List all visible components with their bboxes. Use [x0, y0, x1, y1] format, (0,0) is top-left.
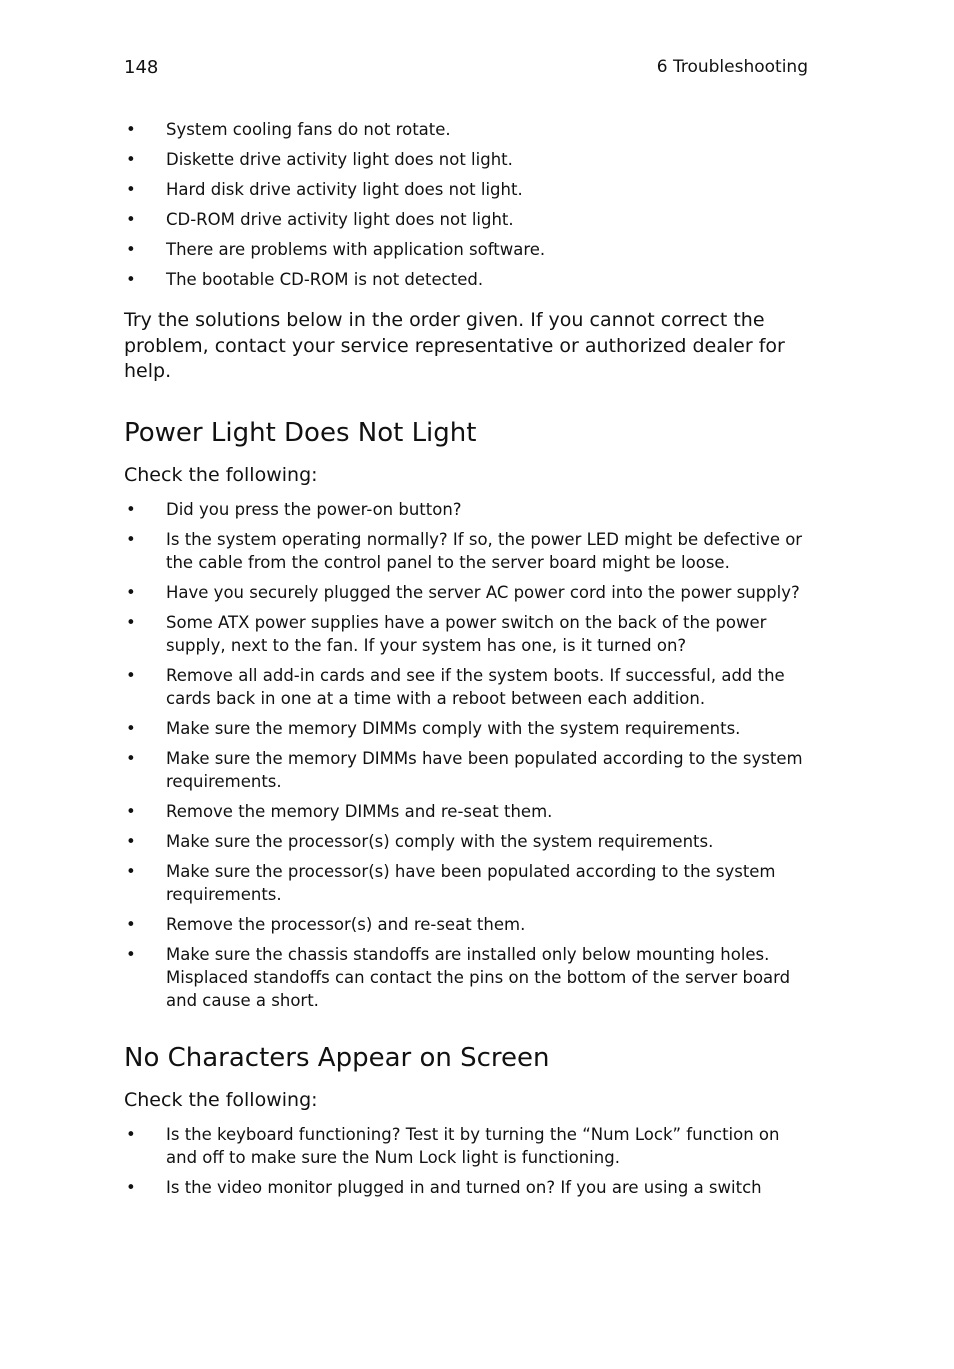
bullet-glyph: • — [126, 665, 136, 685]
list-item: • Have you securely plugged the server AC power cord into the power supply? — [126, 582, 800, 602]
list-item: • Remove all add-in cards and see if the system boots. If successful, add the cards back in one at a time with a reboot between each addition. — [126, 665, 785, 708]
bullet-glyph: • — [126, 210, 136, 229]
list-item: • Did you press the power-on button? — [126, 499, 462, 519]
bullet-glyph: • — [126, 180, 136, 199]
list-item: • Diskette drive activity light does not light. — [126, 150, 513, 169]
bullet-glyph: • — [126, 270, 136, 289]
bullet-glyph: • — [126, 801, 136, 821]
intro-bullet-list — [124, 118, 810, 291]
chapter-title: 6 Troubleshooting — [656, 57, 808, 77]
bullet-glyph: • — [126, 944, 136, 964]
list-item: • The bootable CD-ROM is not detected. — [126, 270, 484, 289]
section-heading-power-light: Power Light Does Not Light — [124, 417, 477, 448]
list-item: • System cooling fans do not rotate. — [126, 120, 451, 139]
page-content — [124, 118, 810, 1206]
list-item: • CD-ROM drive activity light does not light. — [126, 210, 514, 229]
bullet-glyph: • — [126, 1124, 136, 1144]
bullet-glyph: • — [126, 150, 136, 169]
power-light-bullet-list — [124, 498, 810, 1012]
list-item: • Is the keyboard functioning? Test it by turning the “Num Lock” function on and off to make sure the Num Lock light is functioning. — [126, 1124, 780, 1167]
section-heading-no-characters: No Characters Appear on Screen — [124, 1042, 550, 1073]
bullet-glyph: • — [126, 120, 136, 139]
bullet-glyph: • — [126, 529, 136, 549]
page-number: 148 — [124, 57, 159, 78]
no-characters-bullet-list — [124, 1123, 810, 1199]
list-item: • Hard disk drive activity light does not light. — [126, 180, 523, 199]
bullet-glyph: • — [126, 831, 136, 851]
bullet-glyph: • — [126, 240, 136, 259]
section-lead: Check the following: — [124, 1088, 318, 1111]
list-item: • Remove the processor(s) and re-seat them. — [126, 914, 526, 934]
list-item: • Make sure the chassis standoffs are installed only below mounting holes. Misplaced standoffs can contact the pins on the bottom of the server board and cause a short. — [126, 944, 791, 1010]
section-lead: Check the following: — [124, 463, 318, 486]
list-item: • There are problems with application software. — [126, 240, 546, 259]
bullet-glyph: • — [126, 718, 136, 738]
intro-paragraph: Try the solutions below in the order given. If you cannot correct the problem, contact your service representative or authorized dealer for help. — [124, 309, 785, 382]
list-item: • Is the video monitor plugged in and turned on? If you are using a switch — [126, 1177, 762, 1197]
bullet-glyph: • — [126, 1177, 136, 1197]
list-item: • Is the system operating normally? If so, the power LED might be defective or the cable from the control panel to the server board might be loose. — [126, 529, 803, 572]
list-item: • Make sure the memory DIMMs have been populated according to the system requirements. — [126, 748, 803, 791]
bullet-glyph: • — [126, 612, 136, 632]
list-item: • Some ATX power supplies have a power switch on the back of the power supply, next to the fan. If your system has one, is it turned on? — [126, 612, 767, 655]
list-item: • Make sure the memory DIMMs comply with the system requirements. — [126, 718, 741, 738]
list-item: • Remove the memory DIMMs and re-seat them. — [126, 801, 553, 821]
list-item: • Make sure the processor(s) have been populated according to the system requirements. — [126, 861, 776, 904]
list-item: • Make sure the processor(s) comply with the system requirements. — [126, 831, 714, 851]
bullet-glyph: • — [126, 914, 136, 934]
bullet-glyph: • — [126, 499, 136, 519]
bullet-glyph: • — [126, 748, 136, 768]
bullet-glyph: • — [126, 861, 136, 881]
bullet-glyph: • — [126, 582, 136, 602]
